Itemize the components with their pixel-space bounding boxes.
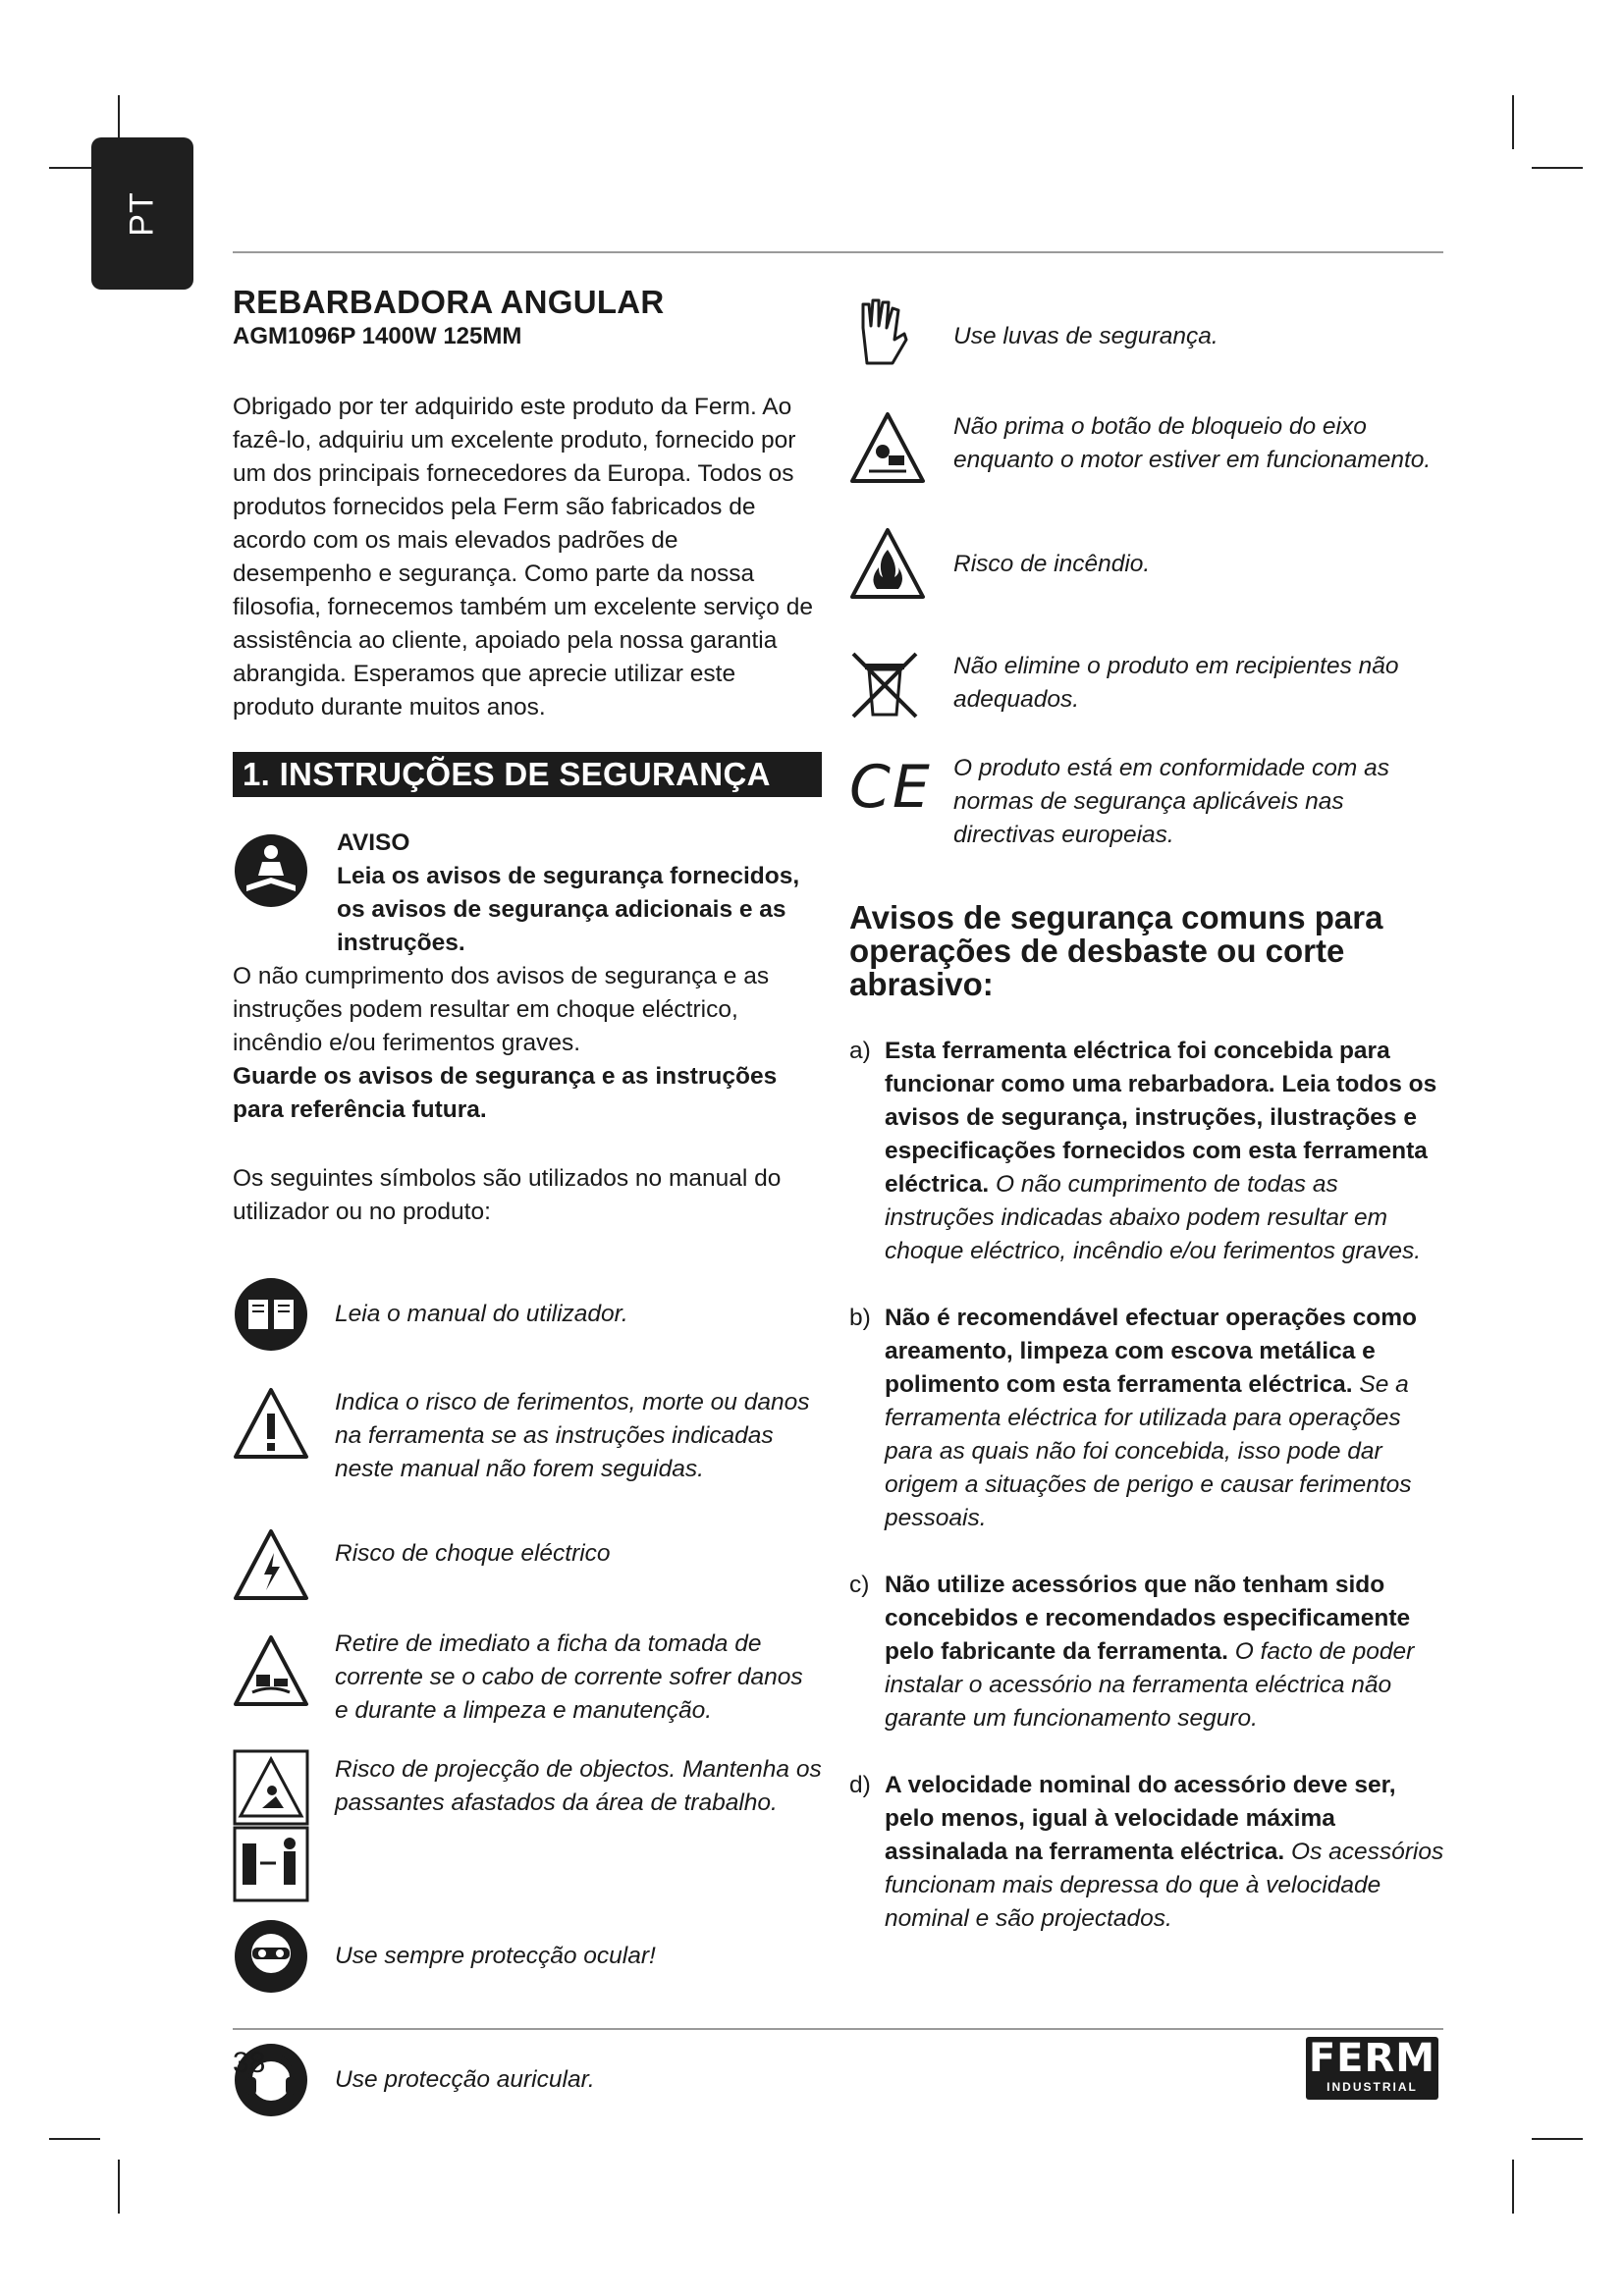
ce-mark-icon: CE [849, 753, 932, 822]
ferm-logo [1306, 2037, 1438, 2100]
symbol-row [849, 650, 1448, 728]
section-subheading: Avisos de segurança comuns para operações de desbaste ou corte abrasivo: [849, 899, 1383, 1002]
symbol-row [233, 1918, 822, 2024]
list-item-bold: Não é recomendável efectuar operações como areamento, limpeza com escova metálica e polimento com esta ferramenta eléctrica. [885, 1305, 1417, 1398]
intro-paragraph: Obrigado por ter adquirido este produto da Ferm. Ao fazê-lo, adquiriu um excelente produto, fornecido por um dos principais fornecedores da Europa. Todos os produtos fornecidos pela Ferm são fabricados de acordo com os mais elevados padrões de desempenho e segurança. Como parte da nossa filosofia, fornecemos também um excelente serviço de assistência ao cliente, apoiado pela nossa garantia abrangida. Esperamos que aprecie utilizar este produto durante muitos anos. [233, 394, 813, 721]
language-tab-label: PT [123, 190, 161, 237]
symbols-list-left [233, 1278, 822, 2148]
list-item-italic: Se a ferramenta eléctrica for utilizada para operações para as quais não foi concebida, isso pode dar origem a situações de perigo e causar ferimentos pessoais. [885, 1371, 1412, 1531]
list-item-bold: Esta ferramenta eléctrica foi concebida para funcionar como uma rebarbadora. Leia todos os avisos de segurança, instruções, ilustrações e especificações fornecidos com esta ferramenta eléctrica. [885, 1038, 1437, 1198]
symbol-text: Use luvas de segurança. [953, 323, 1218, 349]
list-item-italic: Os acessórios funcionam mais depressa do que à velocidade nominal e são projectados. [885, 1839, 1444, 1932]
crop-mark [118, 2160, 120, 2214]
symbol-text: Não elimine o produto em recipientes não adequados. [953, 653, 1399, 713]
list-item-label: d) [849, 1772, 871, 1798]
crop-mark [1512, 2160, 1514, 2214]
warning-bold-2: Guarde os avisos de segurança e as instruções para referência futura. [233, 1063, 778, 1123]
list-item-label: a) [849, 1038, 871, 1064]
crop-mark [1532, 167, 1583, 169]
symbol-text: Indica o risco de ferimentos, morte ou danos na ferramenta se as instruções indicadas neste manual não forem seguidas. [335, 1389, 810, 1482]
symbol-row [849, 752, 1448, 854]
crop-mark [49, 2138, 100, 2140]
symbol-text: Use protecção auricular. [335, 2066, 595, 2093]
symbol-text: Não prima o botão de bloqueio do eixo enquanto o motor estiver em funcionamento. [953, 413, 1432, 473]
list-item-label: c) [849, 1572, 870, 1598]
flying-objects-icon [233, 1749, 309, 1902]
language-tab [91, 137, 193, 290]
eye-protection-icon [233, 1918, 309, 1995]
warning-text: O não cumprimento dos avisos de segurança e as instruções podem resultar em choque eléctrico, incêndio e/ou ferimentos graves. [233, 963, 770, 1056]
crop-mark [1532, 2138, 1583, 2140]
symbol-row [233, 1386, 822, 1520]
warning-bold-1: Leia os avisos de segurança fornecidos, os avisos de segurança adicionais e as instruções. [337, 863, 800, 956]
symbol-text: O produto está em conformidade com as normas de segurança aplicáveis nas directivas europeias. [953, 755, 1389, 848]
page-number: 38 [233, 2047, 266, 2079]
symbol-row [849, 294, 1448, 399]
list-item [849, 1035, 1448, 1268]
list-item [849, 1302, 1448, 1535]
symbol-row [233, 1628, 822, 1730]
fire-hazard-icon [849, 526, 926, 603]
crop-mark [1512, 95, 1514, 149]
gloves-icon [849, 294, 908, 373]
symbol-text: Risco de projecção de objectos. Mantenha os passantes afastados da área de trabalho. [335, 1756, 822, 1816]
list-item-bold: Não utilize acessórios que não tenham sido concebidos e recomendados especificamente pelo fabricante da ferramenta. [885, 1572, 1411, 1665]
list-item [849, 1569, 1448, 1735]
section-heading: 1. INSTRUÇÕES DE SEGURANÇA [233, 752, 822, 797]
logo-sub: INDUSTRIAL [1326, 2080, 1418, 2094]
read-manual-icon [233, 1276, 309, 1353]
symbols-intro: Os seguintes símbolos são utilizados no manual do utilizador ou no produto: [233, 1165, 782, 1225]
symbol-text: Use sempre protecção ocular! [335, 1943, 656, 1969]
list-item-label: b) [849, 1305, 871, 1331]
symbol-row [233, 1527, 822, 1614]
warning-heading: AVISO [337, 829, 410, 856]
page-title: REBARBADORA ANGULAR [233, 284, 665, 320]
right-column [849, 294, 1448, 1936]
spindle-lock-warning-icon [849, 410, 926, 487]
electric-shock-icon [233, 1527, 309, 1604]
left-column [233, 283, 822, 2148]
symbol-row [233, 2042, 822, 2148]
exclamation-warning-icon [233, 1386, 309, 1463]
logo-main: FERM [1308, 2036, 1436, 2081]
model-subtitle: AGM1096P 1400W 125MM [233, 323, 522, 349]
symbol-text: Risco de incêndio. [953, 551, 1151, 577]
list-item-bold: A velocidade nominal do acessório deve ser, pelo menos, igual à velocidade máxima assinalada na ferramenta eléctrica. [885, 1772, 1396, 1865]
crossed-bin-icon [849, 650, 920, 721]
list-item-italic: O facto de poder instalar o acessório na ferramenta eléctrica não garante um funcionamento seguro. [885, 1638, 1415, 1732]
symbol-row [849, 410, 1448, 512]
symbol-text: Retire de imediato a ficha da tomada de corrente se o cabo de corrente sofrer danos e durante a limpeza e manutenção. [335, 1630, 803, 1724]
symbol-text: Leia o manual do utilizador. [335, 1301, 628, 1327]
symbol-text: Risco de choque eléctrico [335, 1540, 611, 1567]
warning-block [233, 827, 822, 1127]
symbol-row [233, 1753, 822, 1906]
read-manual-icon [233, 832, 309, 909]
list-item [849, 1769, 1448, 1936]
list-item-italic: O não cumprimento de todas as instruções indicadas abaixo podem resultar em choque eléctrico, incêndio e/ou ferimentos graves. [885, 1171, 1422, 1264]
symbol-row [233, 1278, 822, 1364]
symbol-row [849, 526, 1448, 626]
unplug-warning-icon [233, 1633, 309, 1710]
top-rule [233, 251, 1443, 253]
